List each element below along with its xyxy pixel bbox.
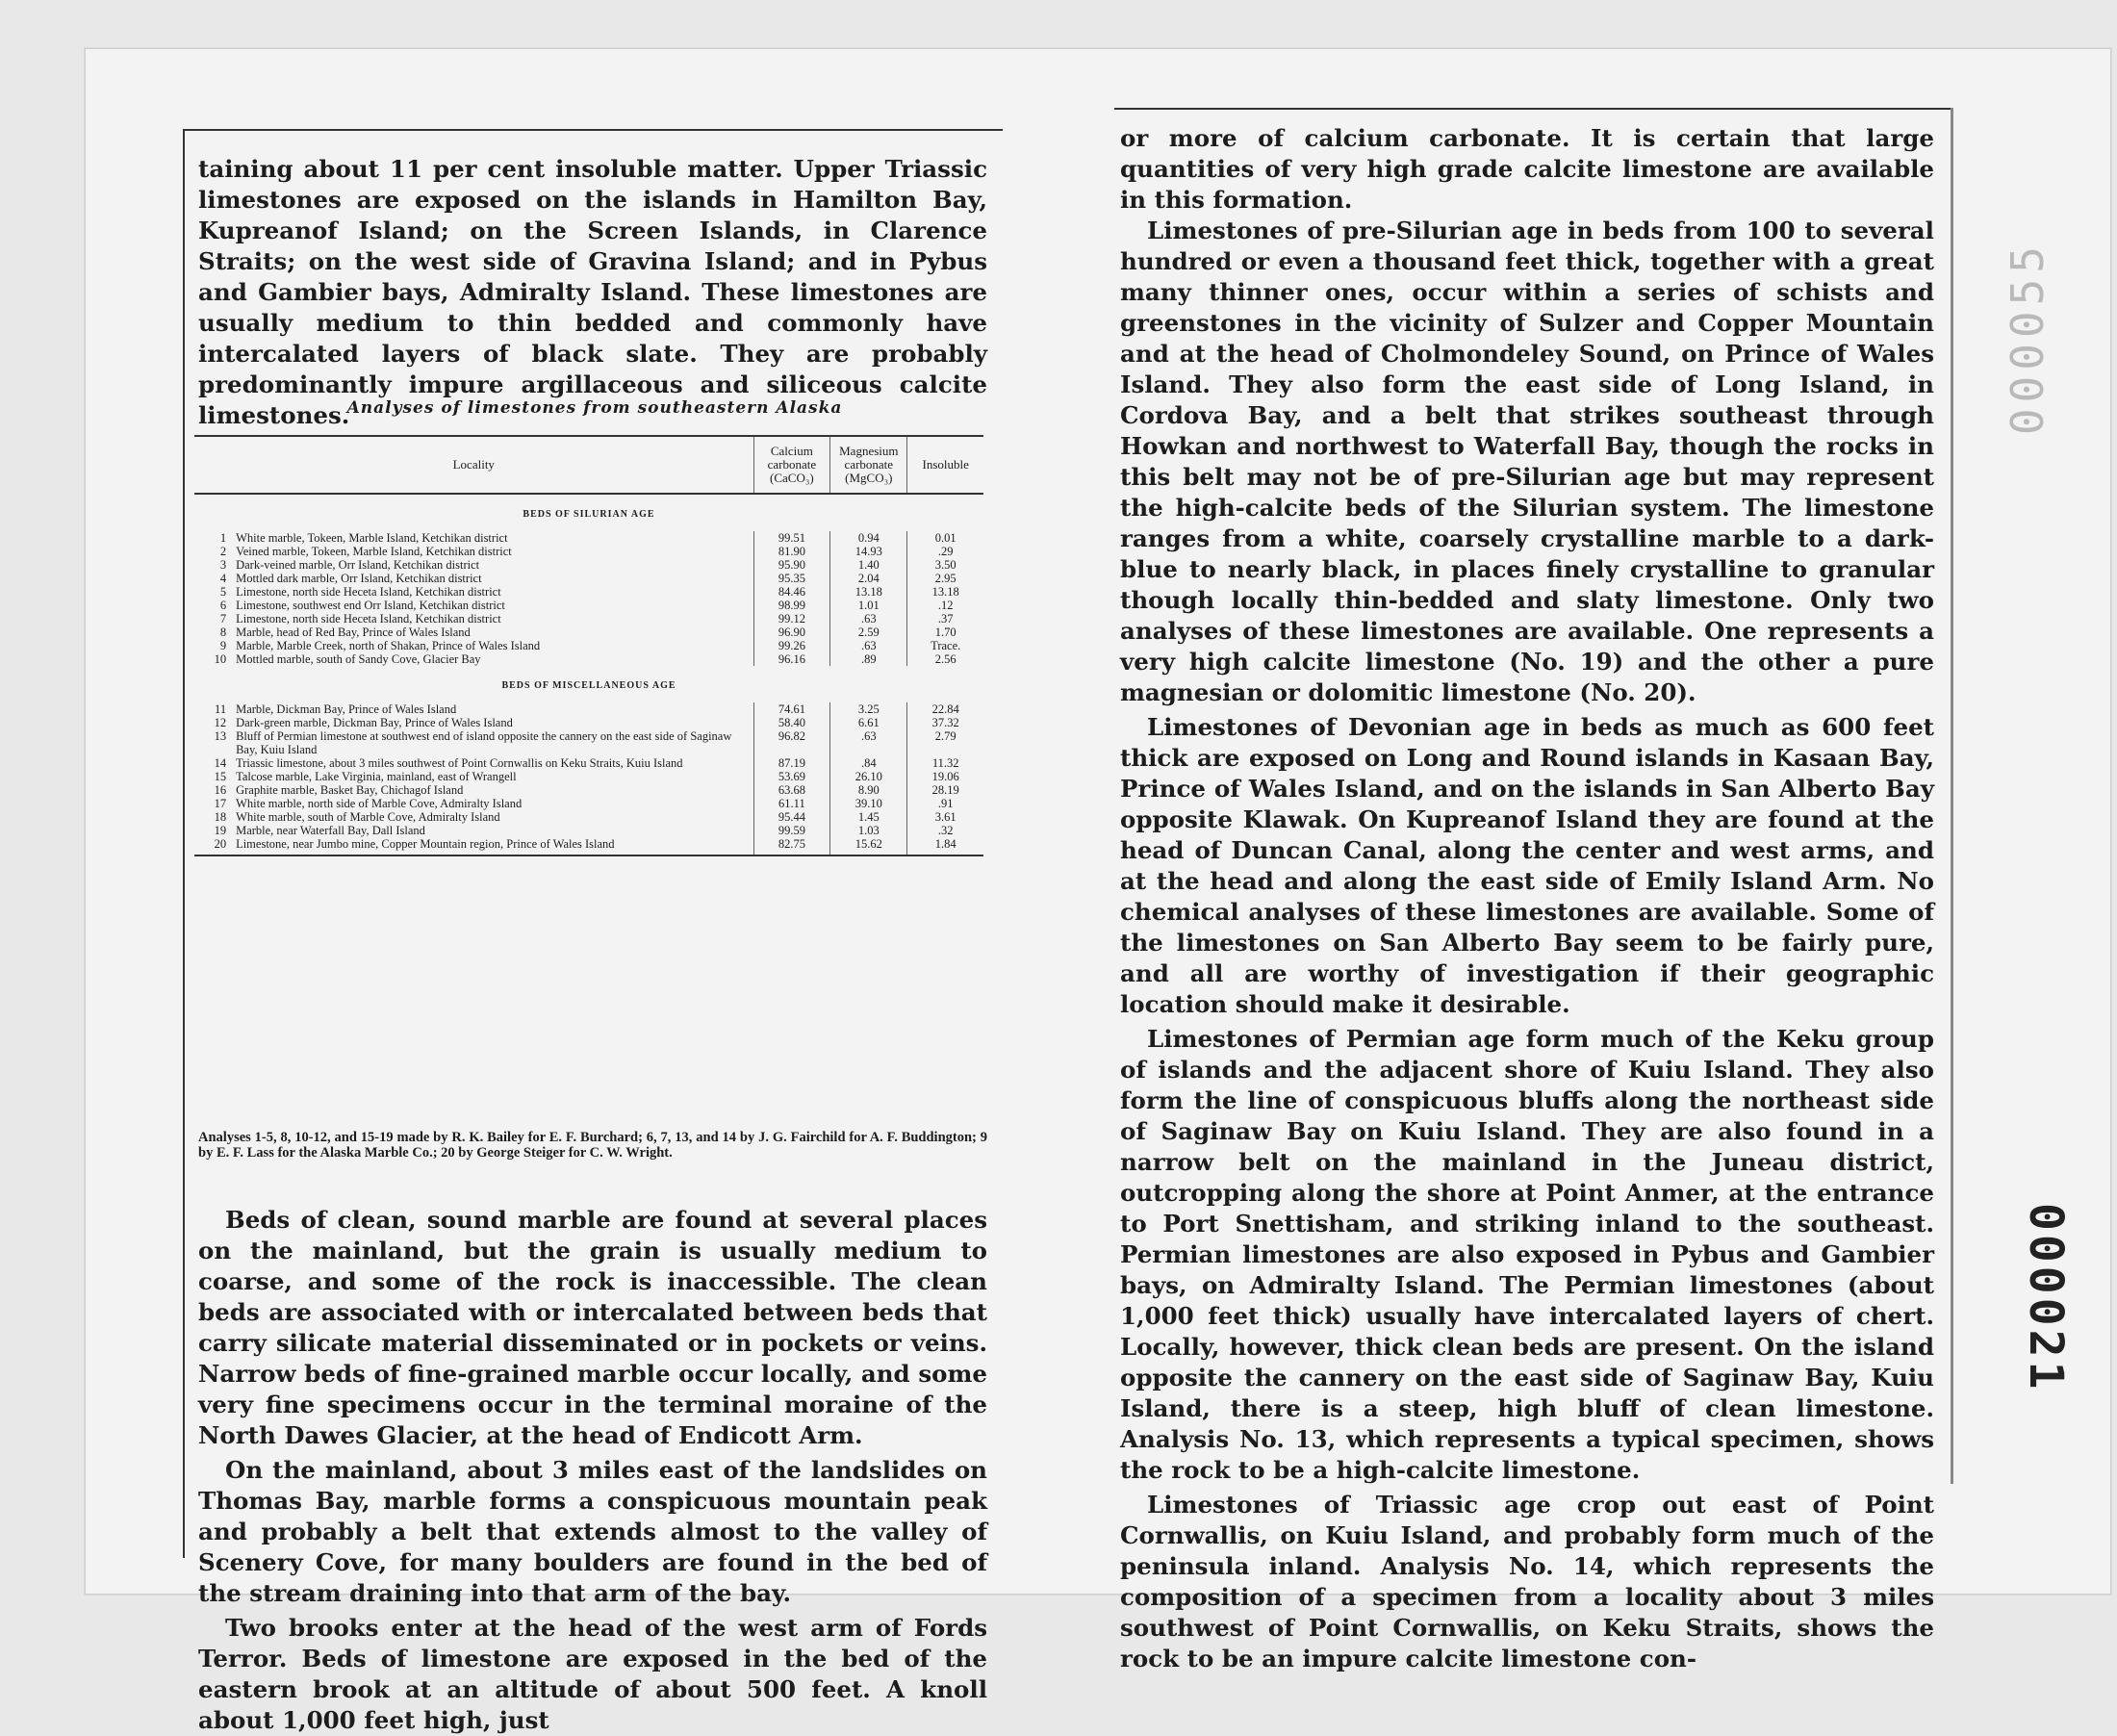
row-locality: Marble, head of Red Bay, Prince of Wales Island <box>236 625 471 639</box>
row-insoluble: .32 <box>907 824 983 837</box>
right-paragraph-1: Limestones of pre-Silurian age in beds from 100 to several hundred or even a thousand feet thick, together with a great many thinner ones, occur within a series of schists and greenstones in the vicinity of Sulzer and Copper Mountain and at the head of Cholmondeley Sound, on Prince of Wales Island. They also form the east side of Long Island, in Cordova Bay, and a belt that strikes southeast through Howkan and northwest to Waterfall Bay, though the rocks in this belt may not be of pre-Silurian age but may represent the high-calcite beds of the Silurian system. The limestone ranges from a white, coarsely crystalline marble to a dark-blue to nearly black, in places finely crystalline to granular though locally thin-bedded and slaty limestone. Only two analyses of these limestones are available. One represents a very high calcite limestone (No. 19) and the other a pure magnesian or dolomitic limestone (No. 20). <box>1120 217 1934 706</box>
row-locality: Limestone, southwest end Orr Island, Ketchikan district <box>236 599 505 612</box>
silurian-rows <box>194 494 983 666</box>
row-locality: Triassic limestone, about 3 miles southwest of Point Cornwallis on Keku Straits, Kuiu Island <box>236 756 683 770</box>
row-magnesium: .63 <box>830 639 907 652</box>
row-number: 15 <box>214 770 227 783</box>
row-number: 11 <box>215 702 227 716</box>
row-calcium: 99.12 <box>753 612 830 625</box>
row-locality: Mottled dark marble, Orr Island, Ketchikan district <box>236 572 482 585</box>
row-magnesium: .63 <box>830 612 907 625</box>
row-insoluble: 2.56 <box>907 652 983 666</box>
table-row <box>194 824 983 837</box>
table-row <box>194 639 983 652</box>
row-calcium: 53.69 <box>753 770 830 783</box>
table-row <box>194 810 983 824</box>
header-locality: Locality <box>194 436 753 494</box>
table-row <box>194 729 983 756</box>
row-locality: Dark-green marble, Dickman Bay, Prince of Wales Island <box>236 716 513 729</box>
row-calcium: 98.99 <box>753 599 830 612</box>
table-row <box>194 770 983 783</box>
row-number: 1 <box>219 531 227 545</box>
row-locality: Veined marble, Tokeen, Marble Island, Ketchikan district <box>236 545 512 558</box>
table-row <box>194 716 983 729</box>
row-calcium: 99.59 <box>753 824 830 837</box>
row-insoluble: 28.19 <box>907 783 983 797</box>
row-number: 14 <box>214 756 227 770</box>
row-magnesium: 13.18 <box>830 585 907 599</box>
row-locality: Marble, Dickman Bay, Prince of Wales Island <box>236 702 457 716</box>
right-paragraph-4: Limestones of Triassic age crop out east of Point Cornwallis, on Kuiu Island, and probably form much of the peninsula inland. Analysis No. 14, which represents the composition of a specimen from a locality about 3 miles southwest of Point Cornwallis, on Keku Straits, shows the rock to be an impure calcite limestone con- <box>1120 1491 1934 1672</box>
left-paragraph-1: Beds of clean, sound marble are found at several places on the mainland, but the grain is usually medium to coarse, and some of the rock is inaccessible. The clean beds are associated with or intercalated between beds that carry silicate material disseminated or in pockets or veins. Narrow beds of fine-grained marble occur locally, and some very fine specimens occur in the terminal moraine of the North Dawes Glacier, at the head of Endicott Arm. <box>198 1206 987 1449</box>
left-column <box>183 129 1005 1734</box>
row-magnesium: 1.03 <box>830 824 907 837</box>
table-title: Analyses of limestones from southeastern Alaska <box>346 398 843 418</box>
table-row <box>194 702 983 716</box>
row-calcium: 96.16 <box>753 652 830 666</box>
row-calcium: 99.26 <box>753 639 830 652</box>
section-miscellaneous: BEDS OF MISCELLANEOUS AGE <box>501 680 676 691</box>
row-magnesium: 6.61 <box>830 716 907 729</box>
row-insoluble: 19.06 <box>907 770 983 783</box>
row-magnesium: 15.62 <box>830 837 907 855</box>
row-insoluble: Trace. <box>907 639 983 652</box>
row-calcium: 84.46 <box>753 585 830 599</box>
row-magnesium: 3.25 <box>830 702 907 716</box>
row-number: 6 <box>219 599 227 612</box>
right-paragraph-0: or more of calcium carbonate. It is certain that large quantities of very high grade calcite limestone are available in this formation. <box>1120 124 1934 214</box>
header-magnesium: Magnesium carbonate (MgCO₃) <box>830 436 907 494</box>
header-insoluble: Insoluble <box>907 436 983 494</box>
table-row <box>194 797 983 810</box>
row-number: 17 <box>214 797 227 810</box>
row-locality: White marble, Tokeen, Marble Island, Ketchikan district <box>236 531 508 545</box>
row-number: 9 <box>219 639 227 652</box>
table-row <box>194 545 983 558</box>
row-magnesium: 39.10 <box>830 797 907 810</box>
row-calcium: 95.35 <box>753 572 830 585</box>
row-insoluble: 3.61 <box>907 810 983 824</box>
right-side-rule <box>1951 108 1953 1484</box>
row-magnesium: 2.59 <box>830 625 907 639</box>
left-intro-paragraph: taining about 11 per cent insoluble matter. Upper Triassic limestones are exposed on the islands in Hamilton Bay, Kupreanof Island; on the Screen Islands, in Clarence Straits; on the west side of Gravina Island; and in Pybus and Gambier bays, Admiralty Island. These limestones are usually medium to thin bedded and commonly have intercalated layers of black slate. They are probably predominantly impure argillaceous and siliceous calcite limestones. <box>198 155 987 429</box>
row-magnesium: .89 <box>830 652 907 666</box>
row-insoluble: 0.01 <box>907 531 983 545</box>
row-insoluble: 11.32 <box>907 756 983 770</box>
row-calcium: 87.19 <box>753 756 830 770</box>
row-locality: Bluff of Permian limestone at southwest end of island opposite the cannery on the east side of Saginaw Bay, Kuiu Island <box>236 729 732 756</box>
row-insoluble: .37 <box>907 612 983 625</box>
left-top-rule <box>183 129 1003 131</box>
row-locality: Limestone, near Jumbo mine, Copper Mountain region, Prince of Wales Island <box>232 837 753 855</box>
row-insoluble: .29 <box>907 545 983 558</box>
table-row <box>194 599 983 612</box>
row-calcium: 74.61 <box>753 702 830 716</box>
row-calcium: 95.90 <box>753 558 830 572</box>
left-paragraph-3: Two brooks enter at the head of the west arm of Fords Terror. Beds of limestone are exposed in the bed of the eastern brook at an altitude of about 500 feet. A knoll about 1,000 feet high, just <box>198 1614 987 1734</box>
row-number: 2 <box>219 545 227 558</box>
row-calcium: 96.82 <box>753 729 830 756</box>
row-number: 5 <box>219 585 227 599</box>
row-magnesium: 26.10 <box>830 770 907 783</box>
row-number: 10 <box>214 652 227 666</box>
row-calcium: 58.40 <box>753 716 830 729</box>
row-number: 19 <box>214 824 227 837</box>
row-locality: Dark-veined marble, Orr Island, Ketchikan district <box>236 558 480 572</box>
table-row <box>194 652 983 666</box>
row-number: 18 <box>214 810 227 824</box>
header-calcium: Calcium carbonate (CaCO₃) <box>753 436 830 494</box>
row-magnesium: .63 <box>830 729 907 756</box>
row-number: 12 <box>214 716 227 729</box>
row-insoluble: 1.70 <box>907 625 983 639</box>
row-calcium: 82.75 <box>753 837 830 855</box>
miscellaneous-rows <box>194 666 983 855</box>
table-row <box>194 756 983 770</box>
table-row <box>194 783 983 797</box>
page-stamp-top: 000055 <box>2002 241 2053 436</box>
row-number: 8 <box>219 625 227 639</box>
row-number: 13 <box>214 729 227 743</box>
row-magnesium: 1.01 <box>830 599 907 612</box>
page-stamp-bottom: 000021 <box>2019 1203 2073 1393</box>
row-magnesium: 0.94 <box>830 531 907 545</box>
row-insoluble: .91 <box>907 797 983 810</box>
row-locality: Graphite marble, Basket Bay, Chichagof Island <box>236 783 464 797</box>
row-locality: White marble, north side of Marble Cove, Admiralty Island <box>236 797 523 810</box>
row-number: 7 <box>219 612 227 625</box>
row-insoluble: 3.50 <box>907 558 983 572</box>
row-magnesium: 1.40 <box>830 558 907 572</box>
row-locality: Limestone, north side Heceta Island, Ketchikan district <box>236 612 501 625</box>
row-calcium: 96.90 <box>753 625 830 639</box>
right-paragraph-2: Limestones of Devonian age in beds as much as 600 feet thick are exposed on Long and Round islands in Kasaan Bay, Prince of Wales Island, and on the islands in San Alberto Bay opposite Klawak. On Kupreanof Island they are found at the head of Duncan Canal, along the center and west arms, and at the head and along the east side of Emily Island Arm. No chemical analyses of these limestones are available. Some of the limestones on San Alberto Bay seem to be fairly pure, and all are worthy of investigation if their geographic location should make it desirable. <box>1120 713 1934 1018</box>
row-locality: Mottled marble, south of Sandy Cove, Glacier Bay <box>236 652 481 666</box>
section-silurian: BEDS OF SILURIAN AGE <box>523 509 655 520</box>
right-column <box>1114 108 1953 1672</box>
row-insoluble: 13.18 <box>907 585 983 599</box>
right-paragraph-3: Limestones of Permian age form much of the Keku group of islands and the adjacent shore of Kuiu Island. They also form the line of conspicuous bluffs along the northeast side of Saginaw Bay on Kuiu Island. They are also found in a narrow belt on the mainland in the Juneau district, outcropping along the shore at Point Anmer, at the entrance to Port Snettisham, and striking inland to the southeast. Permian limestones are also exposed in Pybus and Gambier bays, on Admiralty Island. The Permian limestones (about 1,000 feet thick) usually have intercalated layers of chert. Locally, however, thick clean beds are present. On the island opposite the cannery on the east side of Saginaw Bay, Kuiu Island, there is a steep, high bluff of clean limestone. Analysis No. 13, which represents a typical specimen, shows the rock to be a high-calcite limestone. <box>1120 1025 1934 1484</box>
table-row <box>194 572 983 585</box>
row-locality: Marble, near Waterfall Bay, Dall Island <box>236 824 425 837</box>
row-calcium: 99.51 <box>753 531 830 545</box>
row-insoluble: 37.32 <box>907 716 983 729</box>
row-insoluble: 2.95 <box>907 572 983 585</box>
row-calcium: 63.68 <box>753 783 830 797</box>
table-row <box>194 625 983 639</box>
row-magnesium: 8.90 <box>830 783 907 797</box>
row-insoluble: 2.79 <box>907 729 983 756</box>
row-magnesium: .84 <box>830 756 907 770</box>
row-insoluble: 1.84 <box>907 837 983 855</box>
row-calcium: 81.90 <box>753 545 830 558</box>
row-magnesium: 14.93 <box>830 545 907 558</box>
row-locality: Limestone, north side Heceta Island, Ketchikan district <box>236 585 501 599</box>
analysis-table <box>194 435 983 856</box>
table-footnote: Analyses 1-5, 8, 10-12, and 15-19 made by R. K. Bailey for E. F. Burchard; 6, 7, 13, and 14 by J. G. Fairchild for A. F. Buddington; 9 by E. F. Lass for the Alaska Marble Co.; 20 by George Steiger for C. W. Wright. <box>198 1130 987 1161</box>
row-number: 3 <box>219 558 227 572</box>
table-row <box>194 558 983 572</box>
row-insoluble: 22.84 <box>907 702 983 716</box>
row-calcium: 61.11 <box>753 797 830 810</box>
row-locality: White marble, south of Marble Cove, Admiralty Island <box>236 810 500 824</box>
table-row <box>194 837 983 855</box>
right-top-rule <box>1114 108 1951 110</box>
table-row <box>194 531 983 545</box>
row-number: 20 <box>194 837 232 855</box>
table-row <box>194 585 983 599</box>
row-number: 4 <box>219 572 227 585</box>
left-paragraph-2: On the mainland, about 3 miles east of the landslides on Thomas Bay, marble forms a conspicuous mountain peak and probably a belt that extends almost to the valley of Scenery Cove, for many boulders are found in the bed of the stream draining into that arm of the bay. <box>198 1456 987 1607</box>
row-magnesium: 1.45 <box>830 810 907 824</box>
row-number: 16 <box>214 783 227 797</box>
row-locality: Talcose marble, Lake Virginia, mainland, east of Wrangell <box>236 770 517 783</box>
table-row <box>194 612 983 625</box>
row-insoluble: .12 <box>907 599 983 612</box>
row-locality: Marble, Marble Creek, north of Shakan, Prince of Wales Island <box>236 639 541 652</box>
row-calcium: 95.44 <box>753 810 830 824</box>
row-magnesium: 2.04 <box>830 572 907 585</box>
